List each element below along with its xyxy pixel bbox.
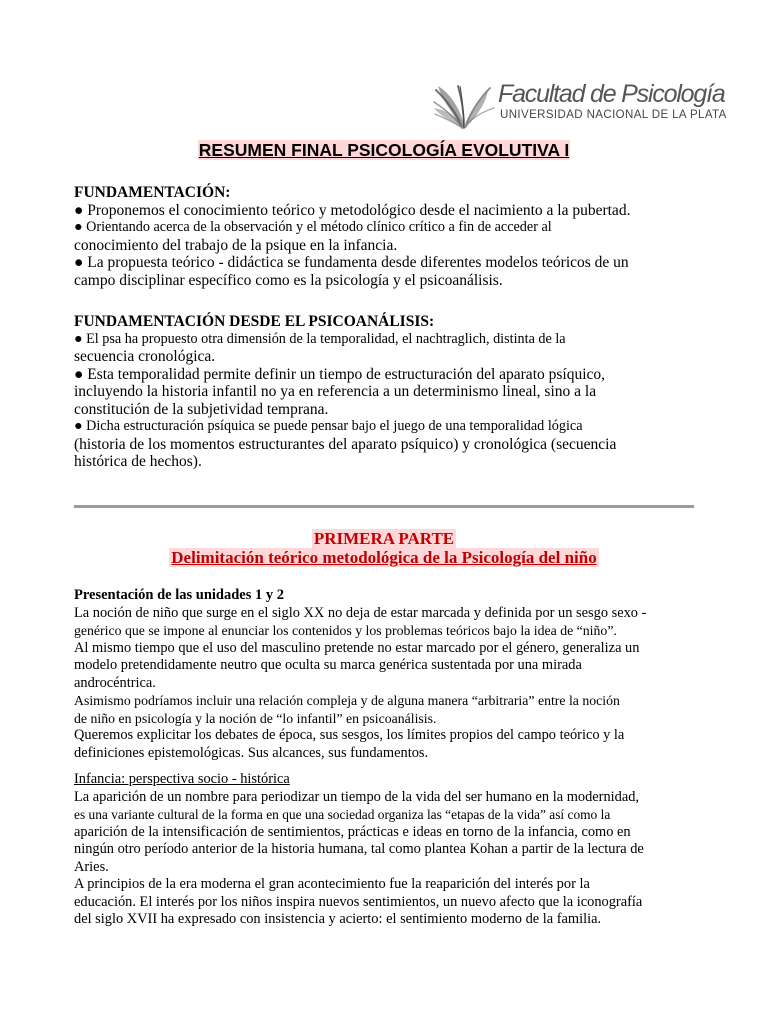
paragraph-line: Queremos explicitar los debates de época, sus sesgos, los límites propios del campo teórico y la <box>74 727 625 743</box>
butterfly-logo-icon <box>432 78 496 134</box>
paragraph-line: es una variante cultural de la forma en que una sociedad organiza las “etapas de la vida” así como la <box>74 807 611 822</box>
paragraph-line: histórica de hechos). <box>74 453 202 470</box>
paragraph-line: constitución de la subjetividad temprana. <box>74 400 329 418</box>
section-fundamentacion <box>74 184 698 289</box>
document-title <box>0 140 768 161</box>
paragraph-line: ● El psa ha propuesto otra dimensión de la temporalidad, el nachtraglich, distinta de la <box>74 330 566 347</box>
paragraph-line: del siglo XVII ha expresado con insistencia y acierto: el sentimiento moderno de la familia. <box>74 911 602 927</box>
section-heading: Infancia: perspectiva socio - histórica <box>74 771 290 787</box>
part-label: PRIMERA PARTE <box>313 529 455 548</box>
paragraph-line: educación. El interés por los niños inspira nuevos sentimientos, un nuevo afecto que la iconografía <box>74 893 643 910</box>
paragraph-line: A principios de la era moderna el gran acontecimiento fue la reaparición del interés por la <box>74 876 590 892</box>
document-title-text: RESUMEN FINAL PSICOLOGÍA EVOLUTIVA I <box>198 140 570 160</box>
horizontal-divider <box>74 505 694 508</box>
paragraph-line: Al mismo tiempo que el uso del masculino pretende no estar marcado por el género, generaliza un <box>74 639 640 656</box>
paragraph-line: ● Esta temporalidad permite definir un tiempo de estructuración del aparato psíquico, <box>74 365 606 383</box>
paragraph-line: conocimiento del trabajo de la psique en la infancia. <box>74 236 398 254</box>
paragraph-line: definiciones epistemológicas. Sus alcances, sus fundamentos. <box>74 744 429 761</box>
part-subtitle: Delimitación teórico metodológica de la Psicología del niño <box>171 548 597 567</box>
paragraph-line: campo disciplinar específico como es la psicología y el psicoanálisis. <box>74 271 503 289</box>
paragraph-line: Asimismo podríamos incluir una relación compleja y de alguna manera “arbitraria” entre la noción <box>74 693 620 708</box>
paragraph-line: ● Orientando acerca de la observación y el método clínico crítico a fin de acceder al <box>74 219 552 235</box>
faculty-logo <box>432 78 732 134</box>
faculty-name: Facultad de Psicología <box>498 80 725 108</box>
paragraph-line: (historia de los momentos estructurantes del aparato psíquico) y cronológica (secuencia <box>74 435 617 453</box>
section-presentacion <box>74 587 698 762</box>
paragraph-line: La noción de niño que surge en el siglo XX no deja de estar marcada y definida por un sesgo sexo - <box>74 604 647 621</box>
paragraph-line: La aparición de un nombre para periodizar un tiempo de la vida del ser humano en la modernidad, <box>74 788 640 805</box>
section-psicoanalisis <box>74 313 698 471</box>
part-header <box>0 529 768 567</box>
section-infancia <box>74 771 698 929</box>
paragraph-line: ● Proponemos el conocimiento teórico y metodológico desde el nacimiento a la pubertad. <box>74 201 631 219</box>
section-heading: FUNDAMENTACIÓN: <box>74 184 231 201</box>
paragraph-line: incluyendo la historia infantil no ya en referencia a un determinismo lineal, sino a la <box>74 383 597 400</box>
section-heading: Presentación de las unidades 1 y 2 <box>74 587 285 603</box>
section-heading: FUNDAMENTACIÓN DESDE EL PSICOANÁLISIS: <box>74 313 435 330</box>
paragraph-line: secuencia cronológica. <box>74 348 216 365</box>
paragraph-line: modelo pretendidamente neutro que oculta su marca genérica sustentada por una mirada <box>74 657 582 673</box>
university-name: UNIVERSIDAD NACIONAL DE LA PLATA <box>500 109 727 121</box>
paragraph-line: de niño en psicología y la noción de “lo infantil” en psicoanálisis. <box>74 710 437 726</box>
paragraph-line: androcéntrica. <box>74 674 156 691</box>
paragraph-line: ningún otro período anterior de la historia humana, tal como plantea Kohan a partir de la lectura de <box>74 841 644 857</box>
paragraph-line: ● Dicha estructuración psíquica se puede pensar bajo el juego de una temporalidad lógica <box>74 418 583 434</box>
paragraph-line: ● La propuesta teórico - didáctica se fundamenta desde diferentes modelos teóricos de un <box>74 254 629 271</box>
paragraph-line: genérico que se impone al enunciar los contenidos y los problemas teóricos bajo la idea de “niño”. <box>74 623 617 638</box>
paragraph-line: aparición de la intensificación de sentimientos, prácticas e ideas en torno de la infancia, como en <box>74 823 631 840</box>
paragraph-line: Aries. <box>74 858 109 875</box>
